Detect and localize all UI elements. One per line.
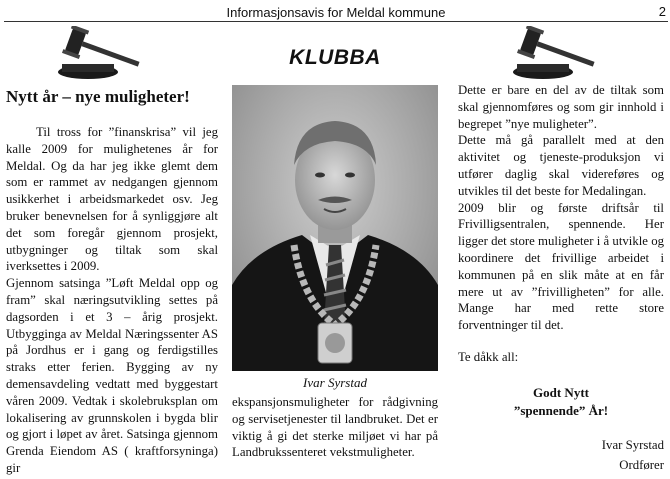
masthead-title: KLUBBA [289,46,381,69]
portrait-photo [232,85,438,371]
middle-column [232,394,438,461]
paragraph: ekspansjonsmuligheter for rådgivning og servisetjenester til landbruket. Det er viktig å gi det sterke miljøet vi har på Landbrukssenteret vekstmuligheter. [232,395,438,460]
gavel-icon [50,26,150,81]
closing-greeting [458,384,664,420]
signature [458,435,664,475]
signature-title: Ordfører [619,458,664,472]
page-number: 2 [658,4,666,19]
signature-name: Ivar Syrstad [601,438,664,452]
closing-line: Godt Nytt [533,385,589,400]
article-heading: Nytt år – nye muligheter! [6,87,190,106]
paragraph: Dette er bare en del av de tiltak som skal gjennomføres og som gir innhold i begrepet ”nye muligheter”. [458,83,664,131]
paragraph: Dette må gå parallelt med at den aktivitet og tjeneste-produksjon vi utfører daglig skal videreføres og utvikles til det beste for Medalingan. [458,133,664,198]
closing-line: ”spennende” År! [513,403,609,418]
paragraph: Til tross for ”finanskrisa” vil jeg kalle 2009 for mulighetenes år for Meldal. Og da har jeg ikke glemt dem som er rammet av nedgangen gjennom usikkerhet i arbeidsmarkedet osv. Jeg bruker benevnelsen for å synliggjøre alt det som foregår gjennom prosjekt, utbygninger og tiltak som skal iverksettes i 2009. [6,125,218,274]
page-header [4,0,668,22]
photo-caption: Ivar Syrstad [303,375,367,390]
greeting-label: Te dåkk all: [458,350,519,364]
left-column [6,124,218,477]
paragraph: Gjennom satsinga ”Løft Meldal opp og fram” skal næringsutvikling settes på dagsorden i et 3 – årig prosjekt. Utbygginga av Meldal Næringssenter AS på Jordhus er i gang og ferdigstilles straks etter ferien. Bygging av ny demensavdeling vedtatt med byggestart våren 2009. Vedtak i skolebruksplan om lokalisering av grunnskolen i bygda blir og gjort i løpet av året. Satsinga gjennom Grenda Eiendom AS ( kraftforsyninga) gir [6,276,218,475]
paragraph: 2009 blir og første driftsår til Frivilligsentralen, spennende. Her ligger det store muligheter i å utvikle og koordinere det frivillige arbeidet i kommunen på en slik måte at en får mere ut av ”frivilligheten” for alle. Mange har med rette store forventninger til det. [458,200,664,333]
gavel-icon [505,26,605,81]
header-rule [4,21,668,22]
publication-title: Informasjonsavis for Meldal kommune [226,5,446,20]
right-column [458,82,664,334]
